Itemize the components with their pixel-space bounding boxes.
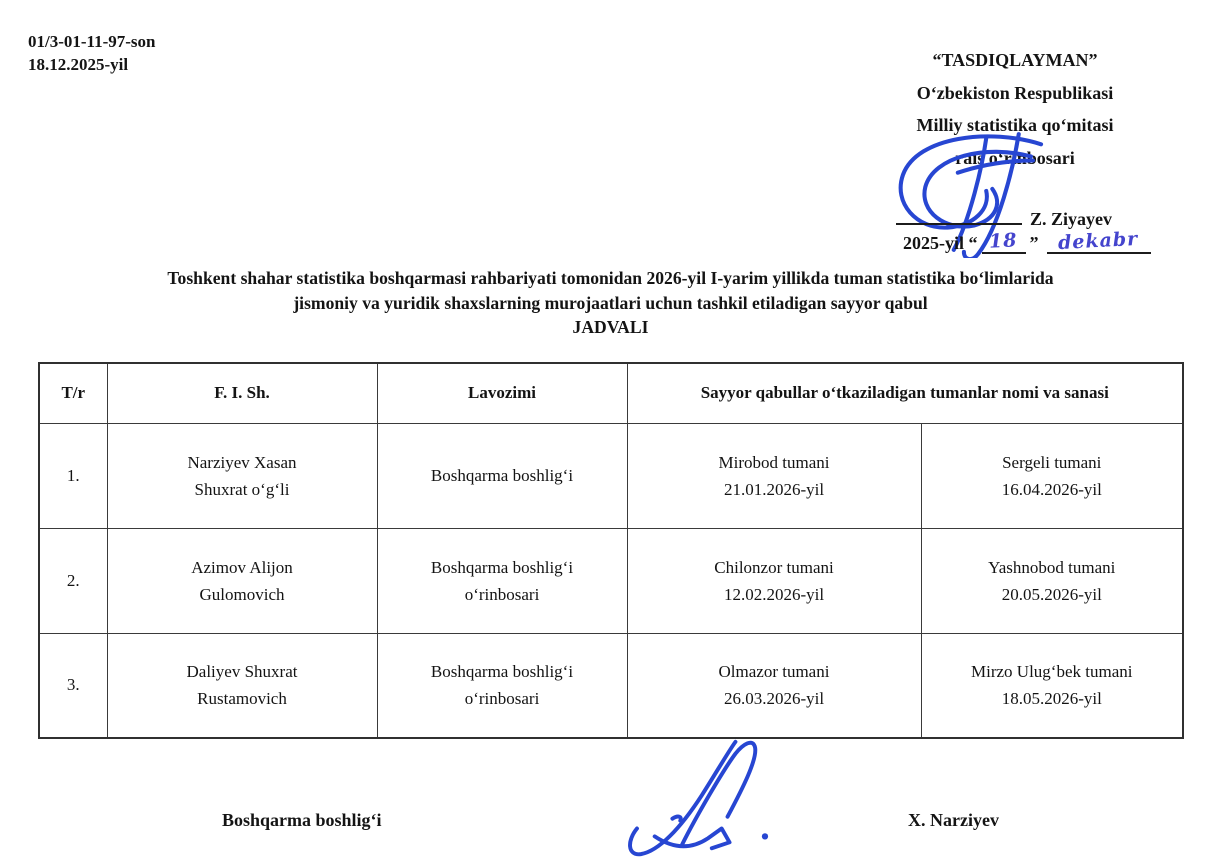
cell-visit2 [921,528,1183,633]
handwritten-day: 18 [988,229,1019,253]
cell-visit1 [627,423,921,528]
cell-visit1 [627,528,921,633]
reference-date: 18.12.2025-yil [28,55,129,74]
cell-number: 2. [39,528,107,633]
name-line1: Azimov Alijon [191,557,293,577]
footer-signature-image [620,734,778,862]
approval-date-year: 2025-yil [903,233,964,253]
document-title [0,266,1221,340]
approval-signer-name: Z. Ziyayev [1030,209,1113,229]
visit2-date: 16.04.2026-yil [1001,479,1102,499]
visit1-place: Olmazor tumani [718,662,830,682]
cell-name [107,423,377,528]
position-line2: o‘rinbosari [464,689,540,709]
cell-position [377,528,627,633]
header-fish: F. I. Sh. [107,363,377,423]
title-line2: jismoniy va yuridik shaxslarning murojaatlari uchun tashkil etiladigan sayyor qabul [293,292,928,313]
visit2-date: 20.05.2026-yil [1001,584,1102,604]
cell-name [107,528,377,633]
footer-signer-name: X. Narziyev [908,810,999,830]
cell-number: 3. [39,633,107,738]
cell-visit2 [921,423,1183,528]
visit1-date: 26.03.2026-yil [723,689,825,709]
handwritten-month: dekabr [1057,227,1140,255]
reference-block [28,30,156,76]
approval-org-line2: Milliy statistika qo‘mitasi [916,115,1114,135]
header-lavozimi: Lavozimi [377,363,627,423]
title-line1: Toshkent shahar statistika boshqarmasi rahbariyati tomonidan 2026-yil I-yarim yillikda tuman statistika bo‘limlarida [167,268,1054,288]
name-line2: Gulomovich [199,584,285,604]
name-line2: Shuxrat o‘g‘li [194,479,290,499]
reference-number: 01/3-01-11-97-son [28,32,156,51]
handwritten-day-underline [982,230,1026,254]
cell-name [107,633,377,738]
cell-number: 1. [39,423,107,528]
visit2-place: Mirzo Ulug‘bek tumani [971,662,1133,682]
cell-position [377,633,627,738]
header-sayyor: Sayyor qabullar o‘tkaziladigan tumanlar nomi va sanasi [627,363,1183,423]
open-quote: “ [968,233,978,253]
visit2-place: Sergeli tumani [1002,452,1102,472]
name-line2: Rustamovich [197,689,287,709]
table-row [39,528,1183,633]
schedule-table [38,362,1184,739]
visit1-date: 12.02.2026-yil [723,584,825,604]
approval-signer-row [896,204,1216,230]
name-line1: Daliyev Shuxrat [186,662,298,682]
header-tr: T/r [39,363,107,423]
title-line3: JADVALI [572,317,649,337]
table-row [39,633,1183,738]
approval-date-row [903,227,1221,255]
cell-visit1 [627,633,921,738]
cell-position [377,423,627,528]
handwritten-month-underline [1047,227,1151,255]
position-line1: Boshqarma boshlig‘i [430,466,574,485]
approval-heading: “TASDIQLAYMAN” [932,50,1098,70]
cell-visit2 [921,633,1183,738]
approval-org-line1: O‘zbekiston Respublikasi [916,82,1114,103]
name-line1: Narziyev Xasan [187,452,297,472]
position-line2: o‘rinbosari [464,584,540,604]
close-quote: ” [1029,233,1039,253]
visit2-place: Yashnobod tumani [988,557,1116,577]
visit1-date: 21.01.2026-yil [723,479,825,499]
signature-line [896,204,1022,225]
position-line1: Boshqarma boshlig‘i [430,662,574,682]
approval-org-line3: rais o‘rinbosari [955,147,1075,168]
table-header-row [39,363,1183,423]
footer-position-label: Boshqarma boshlig‘i [222,810,382,830]
visit1-place: Mirobod tumani [718,452,830,472]
position-line1: Boshqarma boshlig‘i [430,557,574,577]
visit2-date: 18.05.2026-yil [1001,689,1102,709]
table-row [39,423,1183,528]
visit1-place: Chilonzor tumani [714,557,834,577]
